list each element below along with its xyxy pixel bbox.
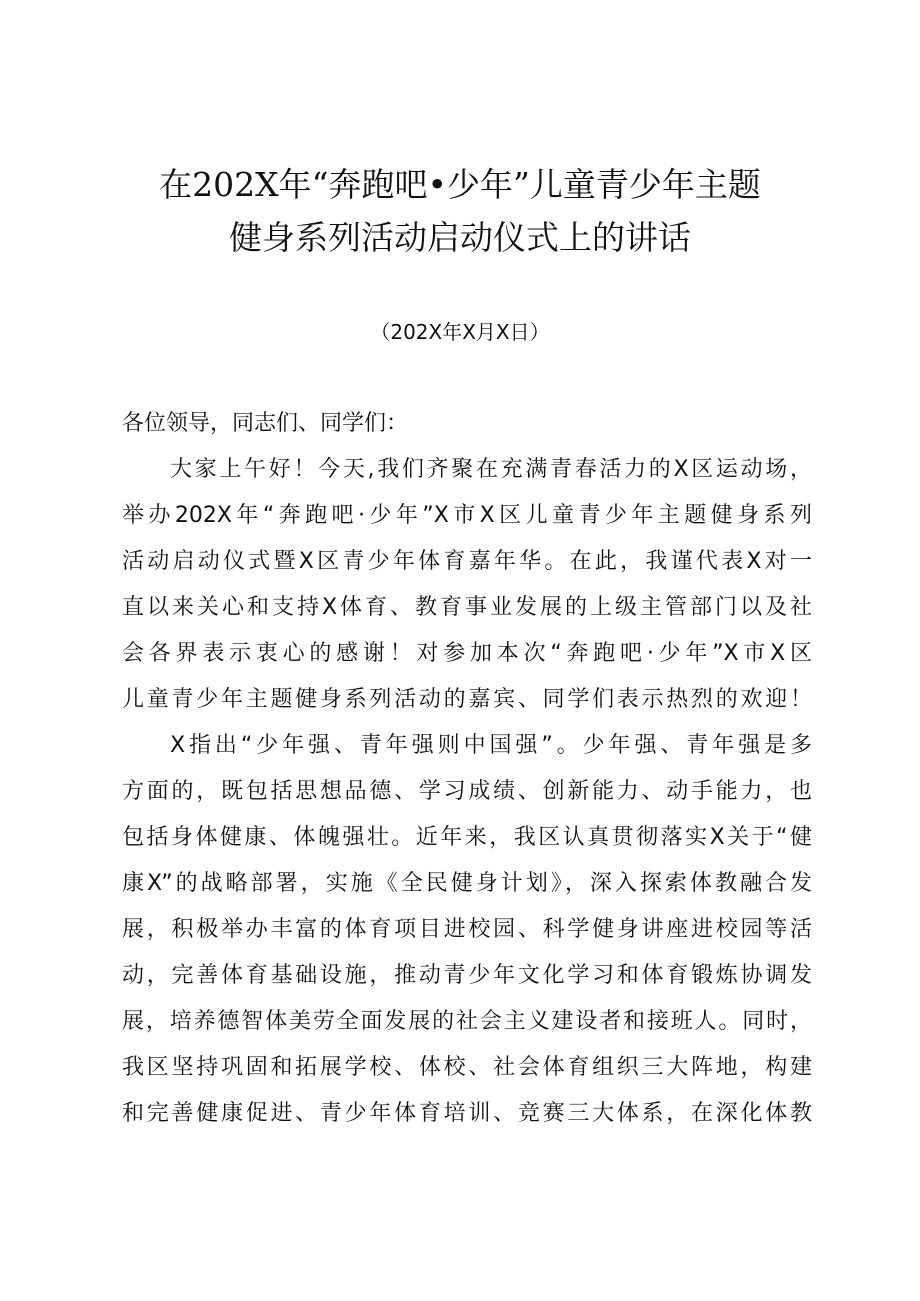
paragraph-2-line-1: X指出“少年强、青年强则中国强”。少年强、青年强是多: [170, 733, 812, 758]
paragraph-2-line-6: 动，完善体育基础设施，推动青少年文化学习和体育锻炼协调发: [122, 963, 812, 988]
speech-date: （202X年X月X日）: [370, 320, 550, 344]
paragraph-2-line-4: 康X”的战略部署，实施《全民健身计划》，深入探索体教融合发: [122, 871, 812, 896]
paragraph-1-line-3: 活动启动仪式暨X区青少年体育嘉年华。在此，我谨代表X对一: [122, 549, 812, 574]
title-line-2: 健身系列活动启动仪式上的讲话: [229, 218, 691, 257]
paragraph-1-line-2: 举办202X年“奔跑吧·少年”X市X区儿童青少年主题健身系列: [122, 503, 812, 528]
salutation: 各位领导，同志们、同学们：: [122, 411, 409, 436]
paragraph-1-line-1: 大家上午好！今天,我们齐聚在充满青春活力的X区运动场，: [170, 457, 812, 482]
paragraph-1-line-6: 儿童青少年主题健身系列活动的嘉宾、同学们表示热烈的欢迎！: [122, 687, 812, 712]
paragraph-2-line-8: 我区坚持巩固和拓展学校、体校、社会体育组织三大阵地，构建: [122, 1055, 812, 1080]
paragraph-2-line-5: 展，积极举办丰富的体育项目进校园、科学健身讲座进校园等活: [122, 917, 812, 942]
paragraph-1-line-5: 会各界表示衷心的感谢！对参加本次“奔跑吧·少年”X市X区: [122, 641, 812, 666]
paragraph-1-line-4: 直以来关心和支持X体育、教育事业发展的上级主管部门以及社: [122, 595, 812, 620]
title-line-1: 在202X年“奔跑吧•少年”儿童青少年主题: [159, 165, 761, 204]
paragraph-2-line-7: 展，培养德智体美劳全面发展的社会主义建设者和接班人。同时，: [122, 1009, 812, 1034]
paragraph-2-line-9: 和完善健康促进、青少年体育培训、竞赛三大体系，在深化体教: [122, 1101, 812, 1126]
paragraph-2-line-3: 包括身体健康、体魄强壮。近年来，我区认真贯彻落实X关于“健: [122, 825, 812, 850]
paragraph-2-line-2: 方面的，既包括思想品德、学习成绩、创新能力、动手能力，也: [122, 779, 812, 804]
